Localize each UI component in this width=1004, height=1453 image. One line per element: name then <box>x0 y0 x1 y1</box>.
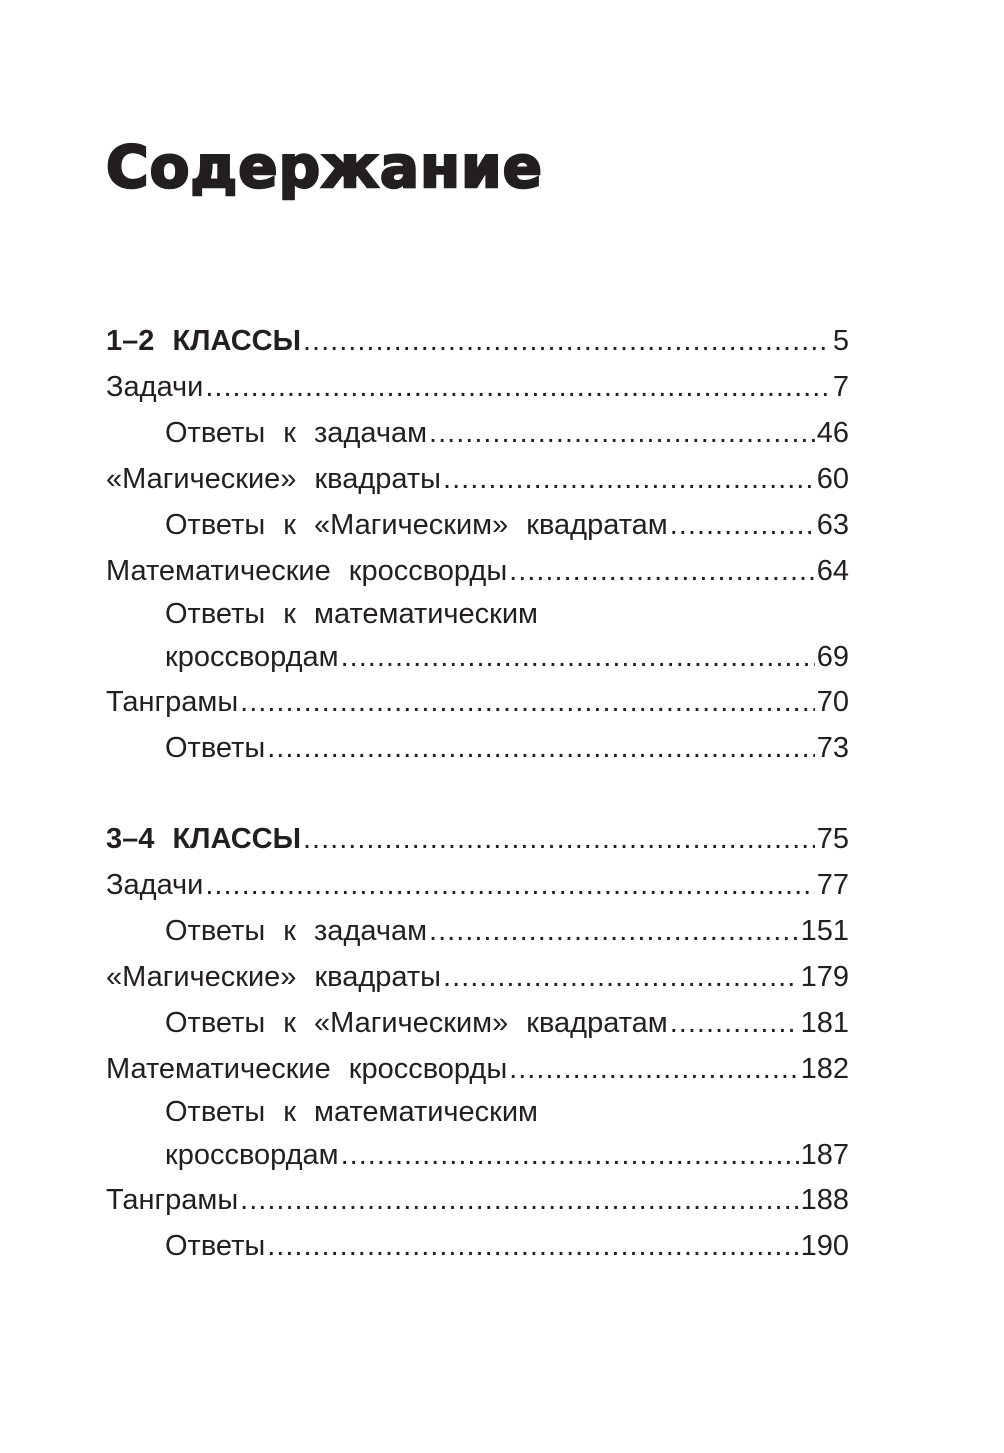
page-number: 73 <box>816 732 849 764</box>
page-number: 187 <box>800 1139 849 1171</box>
dot-leader <box>670 1000 799 1046</box>
toc-entry-label: Ответы к «Магическим» квадратам <box>165 509 668 541</box>
page-number: 7 <box>832 371 849 403</box>
page-number: 5 <box>832 325 849 357</box>
page-number: 64 <box>816 555 849 587</box>
toc-entry-crossword-answers-line2[interactable] <box>106 635 849 679</box>
toc-entry-label: Ответы к задачам <box>165 915 428 947</box>
toc-entry-label: Задачи <box>106 371 204 403</box>
page-number: 77 <box>816 869 849 901</box>
toc-entry-tangrams[interactable] <box>106 679 849 725</box>
dot-leader <box>509 548 815 594</box>
toc-entry-label: «Магические» квадраты <box>106 463 442 495</box>
toc-entry-label: Ответы <box>165 732 266 764</box>
toc-entry-crossword-answers-line1[interactable] <box>106 1092 849 1133</box>
toc-entry-tangram-answers[interactable] <box>106 725 849 771</box>
dot-leader <box>509 1046 798 1092</box>
dot-leader <box>205 862 814 908</box>
dot-leader <box>341 635 815 679</box>
dot-leader <box>267 725 815 771</box>
page-number: 151 <box>800 915 849 947</box>
toc-section-grades-1-2 <box>106 318 849 771</box>
toc-entry-label: Ответы к математическим <box>165 1096 538 1128</box>
toc-entry-label: Ответы к «Магическим» квадратам <box>165 1007 668 1039</box>
toc-entry-label: Танграмы <box>106 1184 239 1216</box>
dot-leader <box>303 318 831 364</box>
toc-entry-label: Ответы к задачам <box>165 417 428 449</box>
toc-heading[interactable] <box>106 816 849 862</box>
dot-leader <box>240 1177 798 1223</box>
toc-section-grades-3-4 <box>106 816 849 1269</box>
page-number: 182 <box>800 1053 849 1085</box>
toc-entry-label: кроссвордам <box>165 641 339 673</box>
dot-leader <box>205 364 830 410</box>
page-number: 179 <box>800 961 849 993</box>
page-number: 46 <box>816 417 849 449</box>
toc-entry-label: Математические кроссворды <box>106 555 508 587</box>
dot-leader <box>267 1223 798 1269</box>
toc-entry-crossword-answers-line1[interactable] <box>106 594 849 635</box>
page-number: 190 <box>800 1230 849 1262</box>
page-number: 75 <box>816 823 849 855</box>
toc-entry-label: «Магические» квадраты <box>106 961 442 993</box>
toc-heading-label: 3–4 КЛАССЫ <box>106 823 301 855</box>
toc-entry-crosswords[interactable] <box>106 1046 849 1092</box>
toc-entry-label: Ответы <box>165 1230 266 1262</box>
toc-heading[interactable] <box>106 318 849 364</box>
toc-entry-label: Задачи <box>106 869 204 901</box>
toc-entry-label: Математические кроссворды <box>106 1053 508 1085</box>
toc-entry-label: Ответы к математическим <box>165 598 538 630</box>
toc-entry-crosswords[interactable] <box>106 548 849 594</box>
page-title: Содержание <box>106 133 544 201</box>
toc-entry-label: Танграмы <box>106 686 239 718</box>
dot-leader <box>429 410 815 456</box>
toc-entry-label: кроссвордам <box>165 1139 339 1171</box>
dot-leader <box>303 816 815 862</box>
dot-leader <box>443 456 815 502</box>
dot-leader <box>240 679 815 725</box>
dot-leader <box>670 502 815 548</box>
toc-entry-crossword-answers-line2[interactable] <box>106 1133 849 1177</box>
dot-leader <box>429 908 799 954</box>
toc-entry-magic-squares-answers[interactable] <box>106 1000 849 1046</box>
toc-entry-tangrams[interactable] <box>106 1177 849 1223</box>
toc-entry-tasks[interactable] <box>106 364 849 410</box>
toc-entry-task-answers[interactable] <box>106 908 849 954</box>
dot-leader <box>341 1133 799 1177</box>
toc-entry-tasks[interactable] <box>106 862 849 908</box>
toc-entry-magic-squares[interactable] <box>106 954 849 1000</box>
page-number: 60 <box>816 463 849 495</box>
toc-entry-magic-squares-answers[interactable] <box>106 502 849 548</box>
dot-leader <box>443 954 799 1000</box>
page-number: 63 <box>816 509 849 541</box>
toc-entry-magic-squares[interactable] <box>106 456 849 502</box>
toc-heading-label: 1–2 КЛАССЫ <box>106 325 301 357</box>
toc-entry-task-answers[interactable] <box>106 410 849 456</box>
toc-entry-tangram-answers[interactable] <box>106 1223 849 1269</box>
page-number: 70 <box>816 686 849 718</box>
page-number: 181 <box>800 1007 849 1039</box>
page-number: 69 <box>816 641 849 673</box>
page-number: 188 <box>800 1184 849 1216</box>
